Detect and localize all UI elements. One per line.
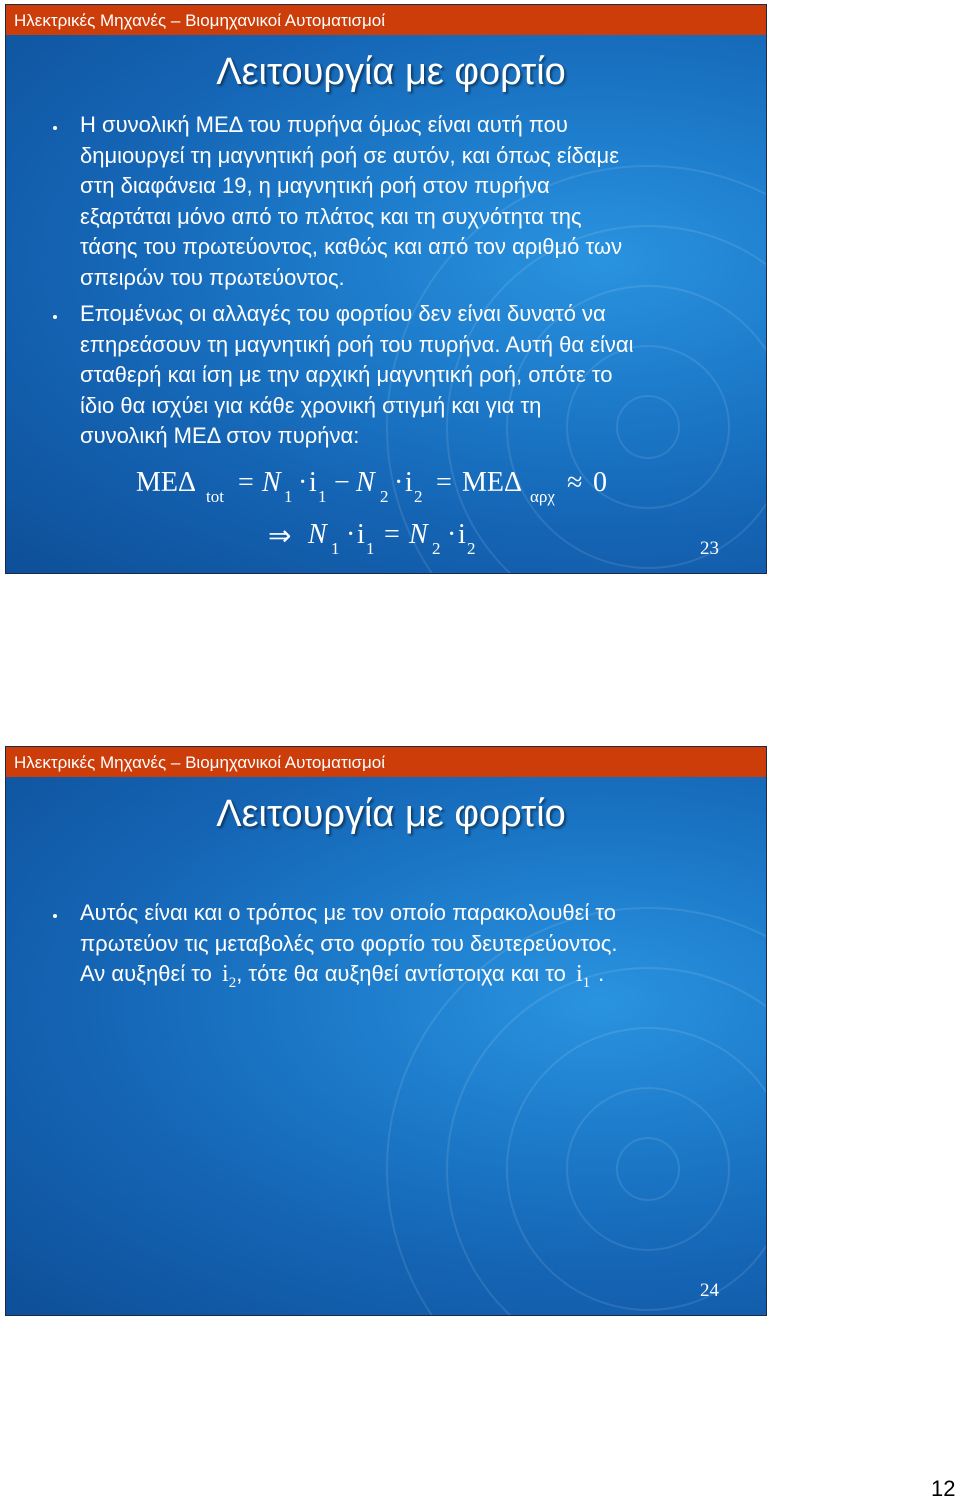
slide-header-bar xyxy=(6,5,766,35)
inline-variable-i: i xyxy=(575,961,583,987)
inline-subscript: 2 xyxy=(228,975,237,991)
bullet-2-line: Επομένως οι αλλαγές του φορτίου δεν είναι δυνατό να xyxy=(80,301,606,326)
slide-header-bar xyxy=(6,747,766,777)
eq-implies-icon: ⇒ xyxy=(268,521,292,552)
eq-approx: ≈ xyxy=(567,467,583,498)
eq-minus: − xyxy=(334,467,350,498)
eq-subscript: 1 xyxy=(284,487,293,506)
bullet-2-line: σταθερή και ίση με την αρχική μαγνητική ροή, οπότε το xyxy=(80,362,613,387)
slide-page-number: 23 xyxy=(700,538,719,559)
eq-subscript: αρχ xyxy=(530,487,555,506)
eq-subscript: tot xyxy=(206,487,224,506)
text-fragment: . xyxy=(598,961,605,986)
text-fragment: , τότε θα αυξηθεί αντίστοιχα και το xyxy=(236,961,566,986)
eq-equals: = xyxy=(238,467,254,498)
bullet-icon xyxy=(53,126,57,130)
bullet-2-line: συνολική ΜΕΔ στον πυρήνα: xyxy=(80,423,360,448)
ripple-decoration xyxy=(616,395,680,459)
bullet-1-line: εξαρτάται μόνο από το πλάτος και τη συχνότητα της xyxy=(80,204,582,229)
eq-variable-n: N xyxy=(308,519,327,550)
slide-24 xyxy=(5,746,767,1316)
header-text: Ηλεκτρικές Μηχανές – Βιομηχανικοί Αυτοματισμοί xyxy=(14,11,385,30)
eq-dot: · xyxy=(346,519,356,550)
eq-subscript: 1 xyxy=(318,487,327,506)
header-text: Ηλεκτρικές Μηχανές – Βιομηχανικοί Αυτοματισμοί xyxy=(14,753,385,772)
slide-page-number: 24 xyxy=(700,1280,719,1301)
bullet-line: πρωτεύον τις μεταβολές στο φορτίο του δευτερεύοντος. xyxy=(80,931,618,956)
eq-subscript: 2 xyxy=(414,487,423,506)
bullet-1-line: σπειρών του πρωτεύοντος. xyxy=(80,265,345,290)
eq-subscript: 1 xyxy=(366,539,375,558)
bullet-2-line: επηρεάσουν τη μαγνητική ροή του πυρήνα. Αυτή θα είναι xyxy=(80,332,634,357)
eq-variable-n: N xyxy=(409,519,428,550)
eq-subscript: 2 xyxy=(467,539,476,558)
bullet-icon xyxy=(53,914,57,918)
bullet-line-with-math xyxy=(80,960,604,991)
eq-variable-i: i xyxy=(309,467,317,498)
bullet-1-line: δημιουργεί τη μαγνητική ροή σε αυτόν, και όπως είδαμε xyxy=(80,143,619,168)
eq-subscript: 2 xyxy=(380,487,389,506)
eq-subscript: 1 xyxy=(331,539,340,558)
slide-title: Λειτουργία με φορτίο xyxy=(216,793,566,835)
bullet-1-line: Η συνολική ΜΕΔ του πυρήνα όμως είναι αυτή που xyxy=(80,112,568,137)
eq-equals: = xyxy=(436,467,452,498)
slide-title: Λειτουργία με φορτίο xyxy=(216,51,566,93)
ripple-decoration xyxy=(616,1137,680,1201)
eq-variable-n: N xyxy=(262,467,281,498)
eq-equals: = xyxy=(384,519,400,550)
eq-med-symbol: ΜΕΔ xyxy=(462,467,523,498)
bullet-1-line: τάσης του πρωτεύοντος, καθώς και από τον αριθμό των xyxy=(80,234,623,259)
bullet-icon xyxy=(53,315,57,319)
inline-subscript: 1 xyxy=(582,975,591,991)
eq-dot: · xyxy=(394,467,404,498)
eq-variable-i: i xyxy=(357,519,365,550)
bullet-2-line: ίδιο θα ισχύει για κάθε χρονική στιγμή και για τη xyxy=(80,393,542,418)
eq-variable-i: i xyxy=(405,467,413,498)
bullet-1-line: στη διαφάνεια 19, η μαγνητική ροή στον πυρήνα xyxy=(80,173,550,198)
eq-variable-n: N xyxy=(356,467,375,498)
bullet-line: Αυτός είναι και ο τρόπος με τον οποίο παρακολουθεί το xyxy=(80,900,617,925)
eq-zero: 0 xyxy=(593,467,607,498)
eq-subscript: 2 xyxy=(432,539,441,558)
eq-dot: · xyxy=(447,519,457,550)
eq-variable-i: i xyxy=(458,519,466,550)
text-fragment: Αν αυξηθεί το xyxy=(80,961,212,986)
slide-23 xyxy=(5,4,767,574)
eq-dot: · xyxy=(298,467,308,498)
document-page-number: 12 xyxy=(931,1476,956,1501)
eq-med-symbol: ΜΕΔ xyxy=(136,467,197,498)
inline-variable-i: i xyxy=(222,961,229,987)
